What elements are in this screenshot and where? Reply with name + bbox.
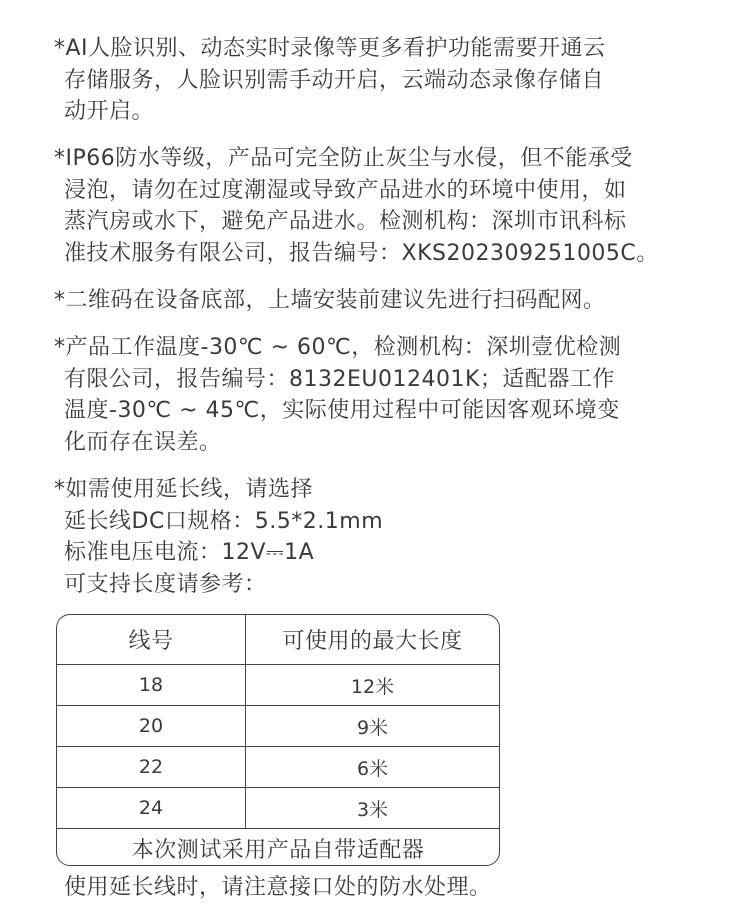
note-extension-cable — [54, 474, 726, 600]
note-line: 化而存在误差。 — [64, 429, 222, 455]
cable-length-table — [56, 614, 500, 866]
note-line: *如需使用延长线，请选择 — [54, 477, 314, 502]
note-waterproof-rating — [54, 143, 726, 269]
note-qr-code — [54, 285, 726, 317]
note-line: 可支持长度请参考： — [64, 571, 267, 597]
note-operating-temperature — [54, 332, 726, 458]
table-cell: 12米 — [350, 675, 395, 698]
table-header-cell: 线号 — [57, 615, 246, 664]
table-footer: 本次测试采用产品自带适配器 — [131, 838, 425, 863]
note-line: 有限公司，报告编号：8132EU012401K；适配器工作 — [64, 366, 615, 392]
note-line: *产品工作温度-30℃ ~ 60℃，检测机构：深圳壹优检测 — [54, 335, 622, 360]
table-header-cell: 可使用的最大长度 — [282, 629, 463, 654]
table-row — [57, 788, 499, 829]
note-line: *AI人脸识别、动态实时录像等更多看护功能需要开通云 — [54, 36, 606, 61]
closing-note: 使用延长线时，请注意接口处的防水处理。 — [64, 875, 492, 900]
table-cell: 18 — [57, 665, 246, 705]
table-cell: 3米 — [356, 798, 389, 821]
table-cell: 6米 — [356, 757, 389, 780]
note-line: 浸泡，请勿在过度潮湿或导致产品进水的环境中使用，如 — [64, 177, 627, 203]
table-cell: 24 — [57, 788, 246, 828]
table-row — [57, 665, 499, 706]
note-line: 准技术服务有限公司，报告编号：XKS202309251005C。 — [64, 240, 659, 266]
note-cloud-storage — [54, 33, 726, 128]
note-line: 存储服务，人脸识别需手动开启，云端动态录像存储自 — [64, 67, 605, 93]
table-cell: 9米 — [356, 716, 389, 739]
note-line: 温度-30℃ ~ 45℃，实际使用过程中可能因客观环境变 — [64, 398, 620, 423]
note-line: 延长线DC口规格：5.5*2.1mm — [64, 508, 384, 534]
table-row — [57, 706, 499, 747]
table-cell: 20 — [57, 706, 246, 746]
table-header-row — [57, 615, 499, 665]
note-line: 蒸汽房或水下，避免产品进水。检测机构：深圳市讯科标 — [64, 209, 627, 234]
table-row — [57, 747, 499, 788]
note-line: 动开启。 — [64, 99, 155, 124]
table-cell: 22 — [57, 747, 246, 787]
note-line: 标准电压电流：12V⎓1A — [64, 540, 315, 565]
note-line: *二维码在设备底部，上墙安装前建议先进行扫码配网。 — [54, 288, 606, 313]
note-line: *IP66防水等级，产品可完全防止灰尘与水侵，但不能承受 — [54, 146, 633, 171]
